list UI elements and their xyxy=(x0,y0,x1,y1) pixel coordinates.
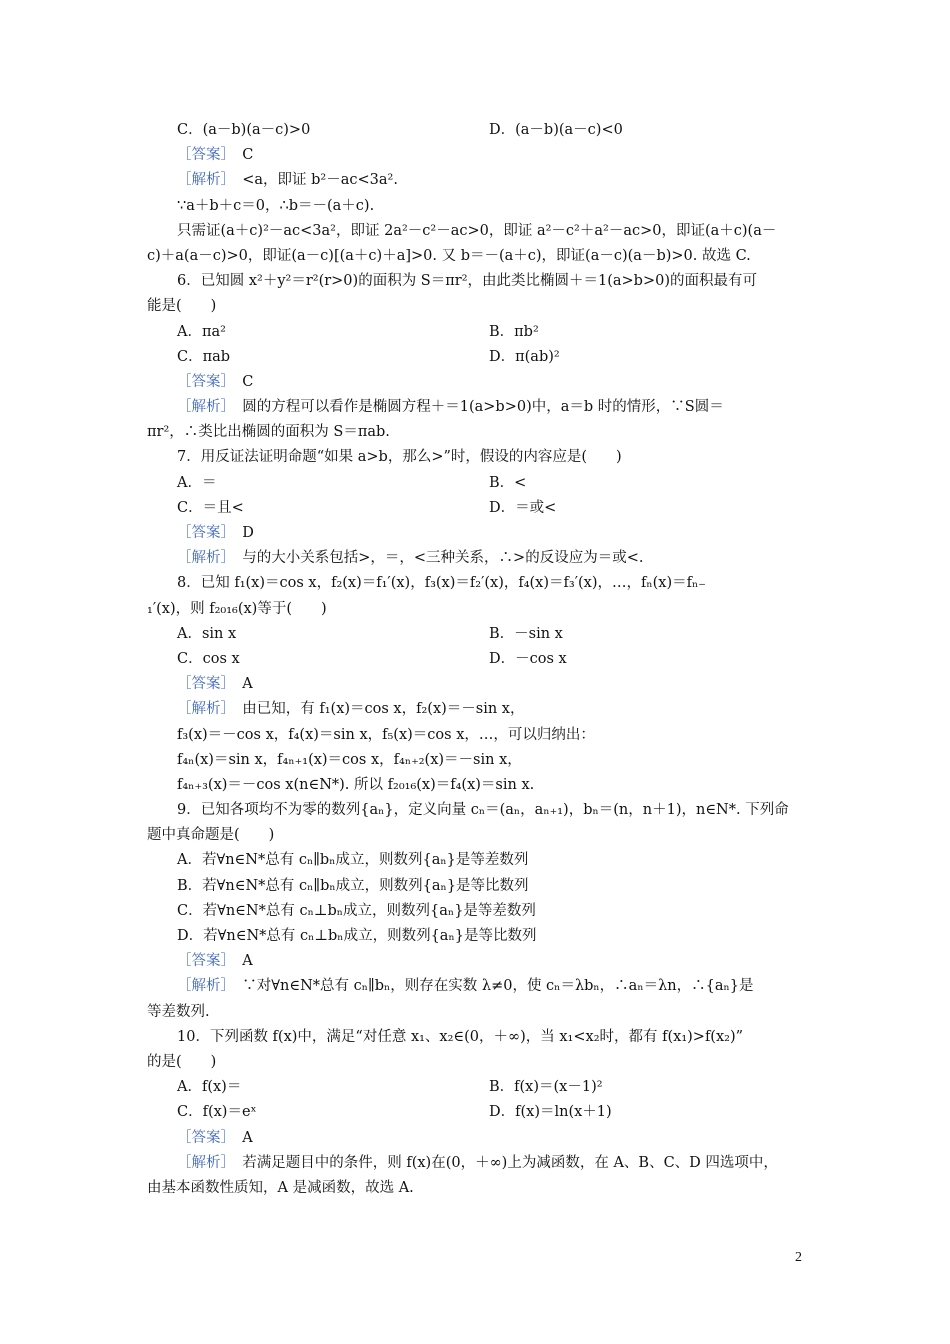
line-text: 由基本函数性质知，A 是减函数，故选 A. xyxy=(147,1179,414,1196)
line-text: A xyxy=(227,953,253,970)
answer-tag: ［答案］ xyxy=(177,676,228,693)
text-line xyxy=(0,697,950,722)
line-text: C．若∀n∈N*总有 cₙ⊥bₙ成立，则数列{aₙ}是等差数列 xyxy=(177,902,536,919)
text-line xyxy=(0,848,950,873)
option-left: C．cos x xyxy=(177,650,240,667)
option-right: D．π(ab)² xyxy=(489,348,560,365)
text-line xyxy=(0,1176,950,1201)
answer-tag: ［解析］ xyxy=(177,701,228,718)
text-line xyxy=(0,395,950,420)
text-line xyxy=(0,194,950,219)
line-text: ₁′(x)，则 f₂₀₁₆(x)等于( ) xyxy=(147,600,327,617)
line-text: 6．已知圆 x²＋y²＝r²(r>0)的面积为 S＝πr²，由此类比椭圆＋＝1(a>b>0)的面积最有可 xyxy=(177,273,757,290)
option-right: D．－cos x xyxy=(489,650,567,667)
answer-tag: ［解析］ xyxy=(177,172,228,189)
line-text: 与的大小关系包括>，＝，<三种关系，∴>的反设应为＝或<. xyxy=(227,550,644,567)
text-line xyxy=(0,118,950,143)
line-text: B．若∀n∈N*总有 cₙ∥bₙ成立，则数列{aₙ}是等比数列 xyxy=(177,877,529,894)
line-text: c)＋a(a－c)>0，即证(a－c)[(a＋c)＋a]>0. 又 b＝－(a＋c)，即证(a－c)(a－b)>0. 故选 C. xyxy=(147,247,751,264)
text-line xyxy=(0,748,950,773)
line-text: 由已知，有 f₁(x)＝cos x，f₂(x)＝－sin x， xyxy=(227,701,525,718)
text-line xyxy=(0,370,950,395)
answer-tag: ［答案］ xyxy=(177,1129,228,1146)
text-line xyxy=(0,445,950,470)
option-left: A．＝ xyxy=(177,474,217,491)
line-text: 能是( ) xyxy=(147,298,217,315)
text-line xyxy=(0,723,950,748)
text-line xyxy=(0,597,950,622)
text-line xyxy=(0,1151,950,1176)
line-text: 10．下列函数 f(x)中，满足“对任意 x₁、x₂∈(0，＋∞)，当 x₁<x₂时，都有 f(x₁)>f(x₂)” xyxy=(177,1028,744,1045)
text-line xyxy=(0,1075,950,1100)
line-text: ∵a＋b＋c＝0，∴b＝－(a＋c). xyxy=(177,197,375,214)
text-line xyxy=(0,874,950,899)
line-text: A xyxy=(227,676,253,693)
option-left: C．πab xyxy=(177,348,231,365)
option-right: B．πb² xyxy=(489,323,539,340)
line-text: 8．已知 f₁(x)＝cos x，f₂(x)＝f₁′(x)，f₃(x)＝f₂′(x)，f₄(x)＝f₃′(x)，…，fₙ(x)＝fₙ₋ xyxy=(177,575,706,592)
line-text: <a，即证 b²－ac<3a². xyxy=(227,172,398,189)
option-left: C．＝且< xyxy=(177,499,244,516)
answer-tag: ［答案］ xyxy=(177,953,228,970)
text-line xyxy=(0,1050,950,1075)
line-text: A．若∀n∈N*总有 cₙ∥bₙ成立，则数列{aₙ}是等差数列 xyxy=(177,852,529,869)
option-right: D．(a－b)(a－c)<0 xyxy=(489,122,623,138)
line-text: 9．已知各项均不为零的数列{aₙ}，定义向量 cₙ＝(aₙ，aₙ₊₁)，bₙ＝(n，n＋1)，n∈N*. 下列命 xyxy=(177,802,789,819)
answer-tag: ［答案］ xyxy=(177,525,228,541)
text-line xyxy=(0,143,950,168)
answer-tag: ［答案］ xyxy=(177,373,228,390)
line-text: D xyxy=(227,525,254,541)
line-text: 的是( ) xyxy=(147,1053,217,1070)
text-line xyxy=(0,798,950,823)
text-line xyxy=(0,294,950,319)
text-line xyxy=(0,521,950,546)
text-line xyxy=(0,647,950,672)
text-line xyxy=(0,949,950,974)
option-left: A．sin x xyxy=(177,625,237,642)
text-line xyxy=(0,823,950,848)
text-line xyxy=(0,1000,950,1025)
page-number: 2 xyxy=(795,1250,802,1265)
option-left: A．πa² xyxy=(177,323,226,340)
line-text: 圆的方程可以看作是椭圆方程＋＝1(a>b>0)中，a＝b 时的情形，∵S圆＝ xyxy=(227,399,724,416)
option-left: A．f(x)＝ xyxy=(177,1079,242,1096)
text-line xyxy=(0,924,950,949)
option-right: B．f(x)＝(x－1)² xyxy=(489,1079,603,1096)
line-text: C xyxy=(227,373,254,390)
line-text: πr²，∴类比出椭圆的面积为 S＝πab. xyxy=(147,424,390,441)
text-line xyxy=(0,320,950,345)
line-text: f₃(x)＝－cos x，f₄(x)＝sin x，f₅(x)＝cos x，…，可以归纳出： xyxy=(177,726,595,743)
answer-tag: ［解析］ xyxy=(177,1154,228,1171)
line-text: f₄ₙ₊₃(x)＝－cos x(n∈N*). 所以 f₂₀₁₆(x)＝f₄(x)＝sin x. xyxy=(177,776,535,793)
line-text: f₄ₙ(x)＝sin x，f₄ₙ₊₁(x)＝cos x，f₄ₙ₊₂(x)＝－sin x， xyxy=(177,751,522,768)
text-line xyxy=(0,899,950,924)
line-text: 7．用反证法证明命题“如果 a>b，那么>”时，假设的内容应是( ) xyxy=(177,449,622,466)
option-left: C．f(x)＝eˣ xyxy=(177,1104,257,1121)
text-line xyxy=(0,1126,950,1151)
answer-tag: ［答案］ xyxy=(177,147,228,164)
line-text: A xyxy=(227,1129,253,1146)
line-text: 若满足题目中的条件，则 f(x)在(0，＋∞)上为减函数，在 A、B、C、D 四选项中， xyxy=(227,1154,778,1171)
line-text: 题中真命题是( ) xyxy=(147,827,275,844)
line-text: 只需证(a＋c)²－ac<3a²，即证 2a²－c²－ac>0，即证 a²－c²＋a²－ac>0，即证(a＋c)(a－ xyxy=(177,222,777,239)
document-body xyxy=(0,118,950,1201)
line-text: D．若∀n∈N*总有 cₙ⊥bₙ成立，则数列{aₙ}是等比数列 xyxy=(177,928,537,944)
text-line xyxy=(0,546,950,571)
answer-tag: ［解析］ xyxy=(177,978,228,995)
text-line xyxy=(0,1100,950,1125)
text-line xyxy=(0,496,950,521)
text-line xyxy=(0,571,950,596)
text-line xyxy=(0,672,950,697)
text-line xyxy=(0,219,950,244)
text-line xyxy=(0,269,950,294)
text-line xyxy=(0,974,950,999)
option-right: D．f(x)＝ln(x＋1) xyxy=(489,1104,612,1121)
text-line xyxy=(0,471,950,496)
text-line xyxy=(0,420,950,445)
option-left: C．(a－b)(a－c)>0 xyxy=(177,122,311,138)
text-line xyxy=(0,773,950,798)
option-right: B．< xyxy=(489,474,527,491)
line-text: 等差数列. xyxy=(147,1003,210,1020)
text-line xyxy=(0,1025,950,1050)
option-right: B．－sin x xyxy=(489,625,563,642)
text-line xyxy=(0,168,950,193)
text-line xyxy=(0,622,950,647)
line-text: ∵对∀n∈N*总有 cₙ∥bₙ，则存在实数 λ≠0，使 cₙ＝λbₙ，∴aₙ＝λn，∴{aₙ}是 xyxy=(227,978,754,995)
text-line xyxy=(0,244,950,269)
line-text: C xyxy=(227,147,254,164)
option-right: D．＝或< xyxy=(489,499,557,516)
answer-tag: ［解析］ xyxy=(177,399,228,416)
text-line xyxy=(0,345,950,370)
answer-tag: ［解析］ xyxy=(177,550,228,567)
